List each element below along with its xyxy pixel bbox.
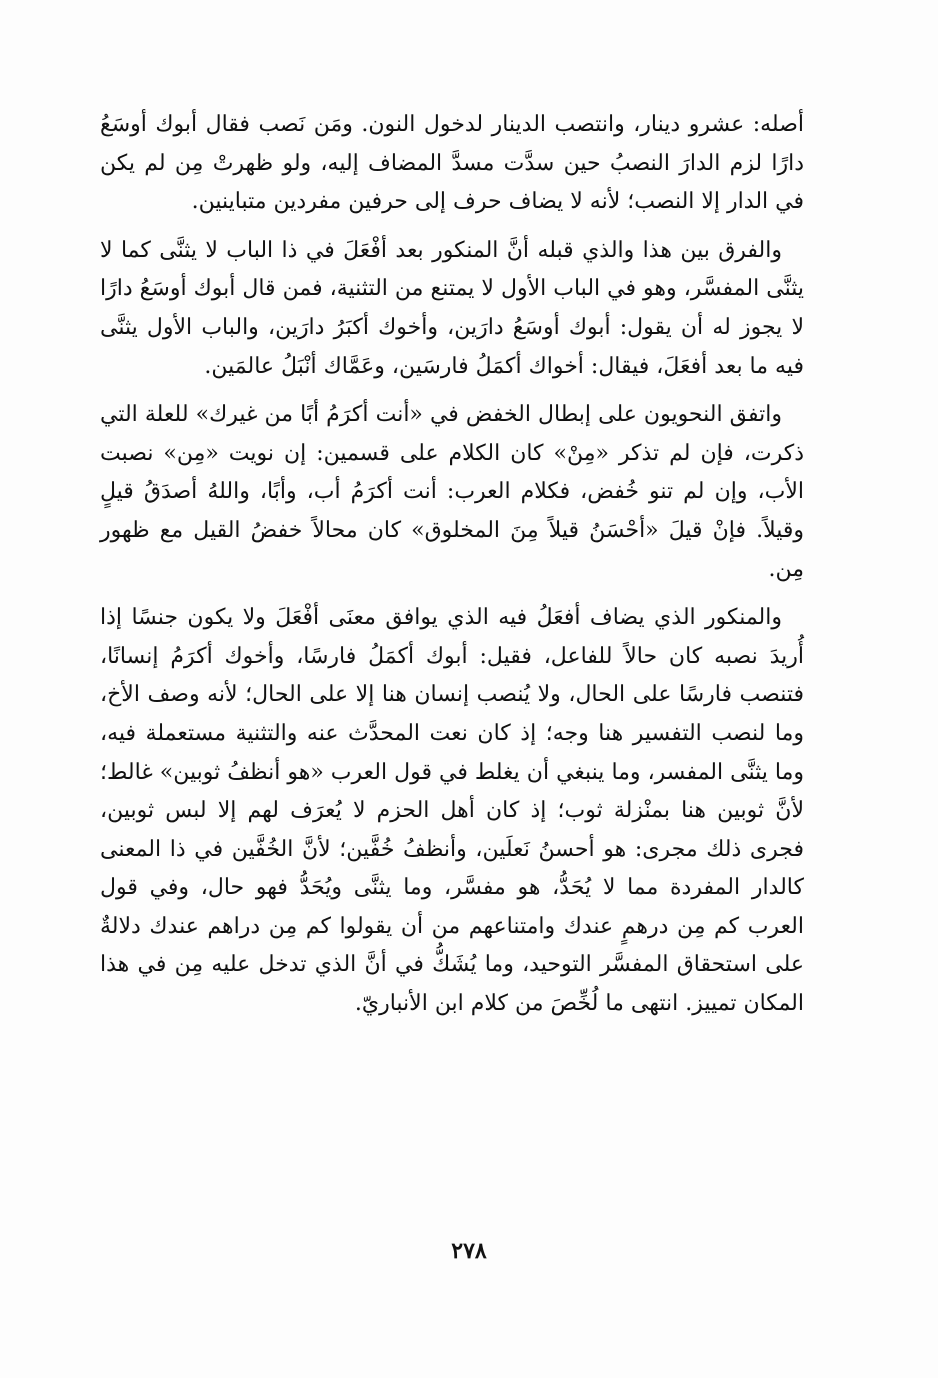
body-text (100, 106, 804, 1034)
paragraph-3: واتفق النحويون على إبطال الخفض في «أنت أكرَمُ أبًا من غيرك» للعلة التي ذكرت، فإن لم تذكر «مِنْ» كان الكلام على قسمين: إن نويت «مِن» نصبت الأب، وإن لم تنو خُفض، فكلام العرب: أنت أكرَمُ أب، وأبًا، واللهُ أصدَقُ قيلٍ وقيلاً. فإنْ قيلَ «أحْسَنُ قيلاً مِنَ المخلوق» كان محالاً خفضُ القيل مع ظهور مِن. (100, 402, 804, 582)
paragraph-4: والمنكور الذي يضاف أفعَلُ فيه الذي يوافق معنَى أفْعَلَ ولا يكون جنسًا إذا أُريدَ نصبه كان حالاً للفاعل، فقيل: أبوك أكمَلُ فارسًا، وأخوك أكرَمُ إنسانًا، فتنصب فارسًا على الحال، ولا يُنصب إنسان هنا إلا على الحال؛ لأنه وصف الأخ، وما لنصب التفسير هنا وجه؛ إذ كان نعت المحدَّث عنه والتثنية مستعملة فيه، وما يثنَّى المفسر، وما ينبغي أن يغلط في قول العرب «هو أنظفُ ثوبين» غالط؛ لأنَّ ثوبين هنا بمنْزلة ثوب؛ إذ كان أهل الحزم لا يُعرَف لهم إلا لبس ثوبين، فجرى ذلك مجرى: هو أحسنُ نَعلَين، وأنظفُ خُفَّين؛ لأنَّ الخُفَّين في ذا المعنى كالدار المفردة مما لا يُحَدُّ، هو مفسَّر، وما يثنَّى ويُحَدُّ فهو حال، وفي قول العرب كم مِن درهمٍ عندك وامتناعهم من أن يقولوا كم مِن دراهم عندك دلالةٌ على استحقاق المفسَّر التوحيد، وما يُشَكُّ في أنَّ الذي تدخل عليه مِن في هذا المكان تمييز. انتهى ما لُخِّصَ من كلام ابن الأنباريّ. (100, 605, 804, 1017)
paragraph-1: أصله: عشرو دينار، وانتصب الدينار لدخول النون. ومَن نَصب فقال أبوك أوسَعُ دارًا لزم الدارَ النصبُ حين سدَّت مسدَّ المضاف إليه، ولو ظهرتْ مِن لم يكن في الدار إلا النصب؛ لأنه لا يضاف حرف إلى حرفين مفردين متباينين. (100, 112, 804, 215)
page-number: ٢٧٨ (451, 1238, 487, 1264)
paragraph-2: والفرق بين هذا والذي قبله أنَّ المنكور بعد أفْعَلَ في ذا الباب لا يثنَّى كما لا يثنَّى المفسَّر، وهو في الباب الأول لا يمتنع من التثنية، فمن قال أبوك أوسَعُ دارًا لا يجوز له أن يقول: أبوك أوسَعُ دارَين، وأخوك أكبَرُ دارَين، والباب الأول يثنَّى فيه ما بعد أفعَلَ، فيقال: أخواك أكمَلُ فارسَين، وعَمَّاك أنْبَلُ عالمَين. (100, 237, 804, 379)
